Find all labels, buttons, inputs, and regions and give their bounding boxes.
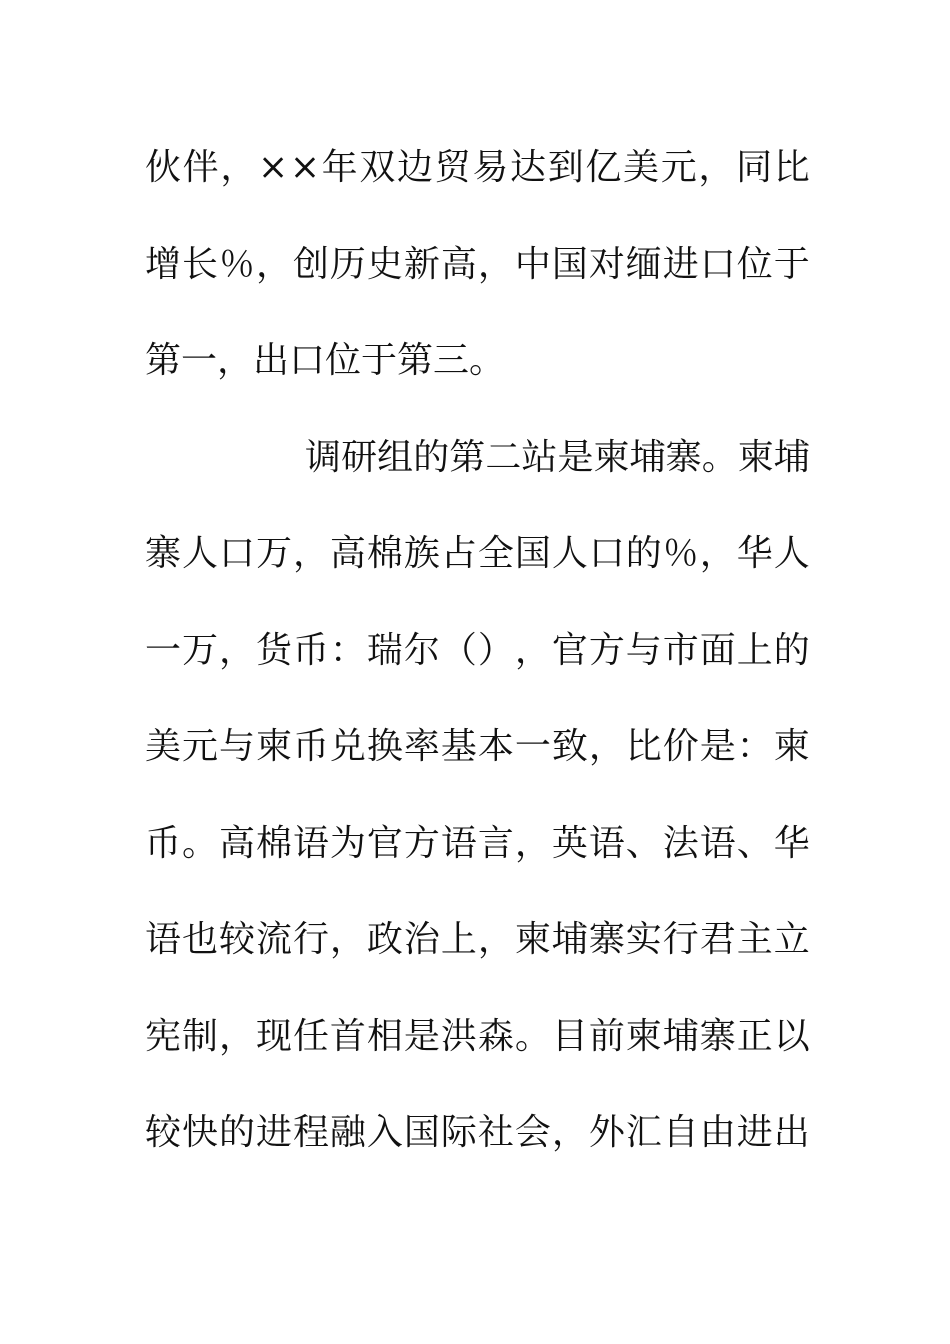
text-line: 一 万 ， 货 币 ： 瑞 尔 （ ） ， 官 方 与 市 面 上 的	[145, 629, 810, 671]
text-line: 寨 人 口 万 ， 高 棉 族 占 全 国 人 口 的 ％ ， 华 人	[145, 533, 810, 574]
text-line: 增 长 ％ ， 创 历 史 新 高 ， 中 国 对 缅 进 口 位 于	[145, 243, 810, 285]
body-text	[145, 120, 810, 1182]
text-line: 第一，出口位于第三。	[145, 340, 506, 381]
text-line: 币 。 高 棉 语 为 官 方 语 言 ， 英 语 、 法 语 、 华	[145, 822, 810, 864]
text-line: 较 快 的 进 程 融 入 国 际 社 会 ， 外 汇 自 由 进 出	[145, 1112, 810, 1153]
text-line: 伙 伴 ， × × 年 双 边 贸 易 达 到 亿 美 元 ， 同 比	[145, 147, 810, 188]
text-line: 美 元 与 柬 币 兑 换 率 基 本 一 致 ， 比 价 是 ： 柬	[145, 726, 810, 767]
paragraph-start-line: 调 研 组 的 第 二 站 是 柬 埔 寨 。 柬 埔	[305, 436, 810, 478]
text-line: 语 也 较 流 行 ， 政 治 上 ， 柬 埔 寨 实 行 君 主 立	[145, 919, 810, 960]
text-line: 宪 制 ， 现 任 首 相 是 洪 森 。 目 前 柬 埔 寨 正 以	[145, 1015, 810, 1057]
